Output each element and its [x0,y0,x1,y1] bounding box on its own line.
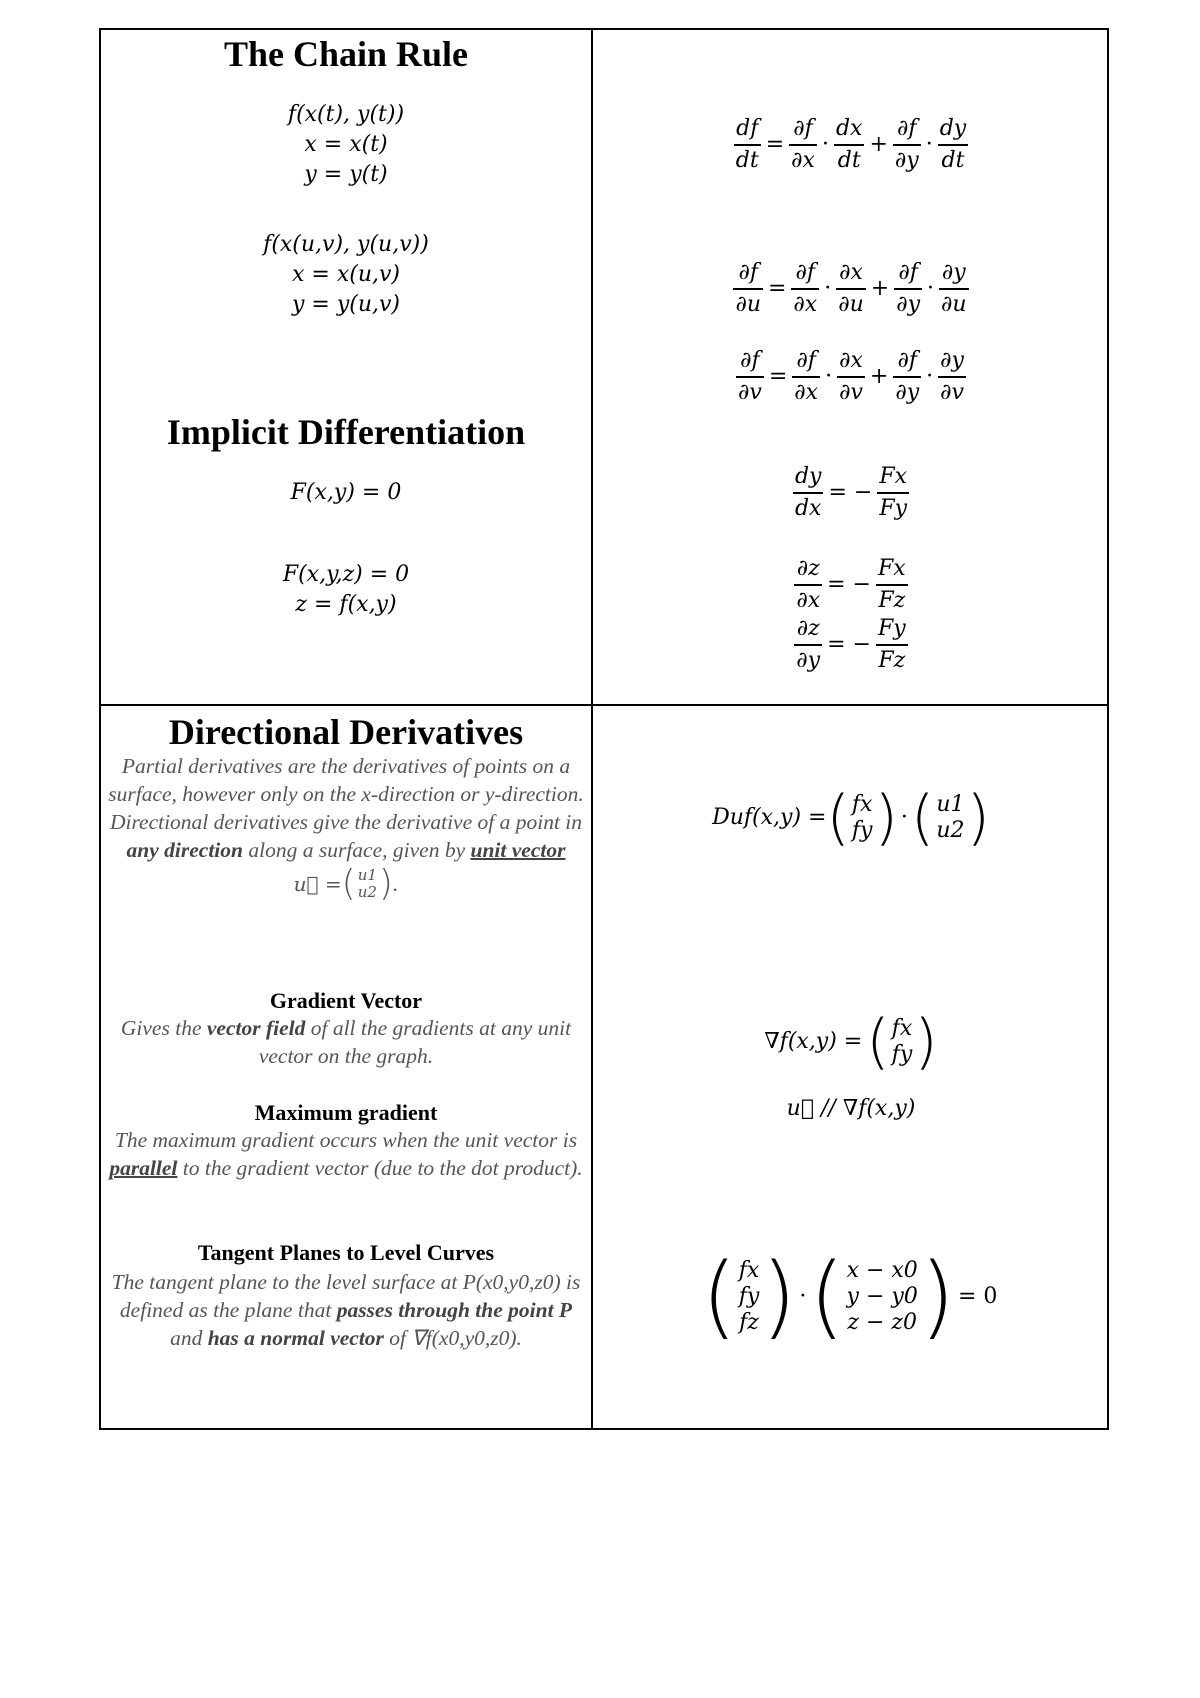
implicit-title: Implicit Differentiation [166,412,526,452]
gradient-description: Gives the vector field of all the gradients at any unit vector on the graph. [120,1016,572,1068]
directional-title: Directional Derivatives [168,712,524,752]
gradient-title: Gradient Vector [269,988,423,1013]
chain-case2 [101,230,591,320]
implicit-formula-1: $\frac{dy}{dx}$ = − $\frac{Fx}{Fy}$ [794,464,908,521]
chain-formula-3: $\frac{\partial f}{\partial v}$ = $\frac{\partial f}{\partial x}$ · $\frac{\partial x}{\partial v}$ + $\frac{\partial f}{\partial y}$ · $\frac{\partial y}{\partial v}$ [738,348,964,405]
tangent-formula: ( fx fy fz ) · ( x − x0 y − y0 z − z0 ) = 0 [701,1244,998,1349]
maximum-title: Maximum gradient [254,1100,438,1125]
directional-description: Partial derivatives are the derivatives of points on a surface, however only on the x-direction or y-direction. Directional derivatives give the derivative of a point in any direction along a surface, given by unit vector u⃗ = ( u1 u2 ) . [108,754,584,904]
chain-rule-title: The Chain Rule [223,34,469,74]
gradient-formula: ∇f(x,y) = ( fx fy ) [764,1007,938,1077]
chain-case2-line3: y = y(u,v) [291,292,401,317]
chain-case2-line1: f(x(u,v), y(u,v)) [263,232,429,257]
implicit-eq2-line1: F(x,y,z) = 0 [282,562,410,587]
unit-vector-definition: u⃗ = ( u1 u2 ) . [293,863,399,904]
maximum-description: The maximum gradient occurs when the unit vector is parallel to the gradient vector (due to the dot product). [109,1128,583,1180]
directional-formula: Duf(x,y) = ( fx fy ) · ( u1 u2 ) [712,783,990,853]
tangent-title: Tangent Planes to Level Curves [197,1240,495,1265]
chain-case1 [101,100,591,190]
chain-case1-line1: f(x(t), y(t)) [287,102,405,127]
maximum-formula: u⃗ // ∇f(x,y) [786,1096,916,1121]
chain-case1-line3: y = y(t) [304,162,388,187]
column-divider [591,30,593,1428]
tangent-description: The tangent plane to the level surface at P(x0,y0,z0) is defined as the plane that passes through the point P and has a normal vector of ∇f(x0,y0,z0). [111,1270,581,1350]
chain-formula-1: $\frac{df}{dt}$ = $\frac{\partial f}{\partial x}$ · $\frac{dx}{dt}$ + $\frac{\partial f}{\partial y}$ · $\frac{dy}{dt}$ [735,116,967,173]
chain-case2-line2: x = x(u,v) [292,262,400,287]
chain-formula-2: $\frac{\partial f}{\partial u}$ = $\frac{\partial f}{\partial x}$ · $\frac{\partial x}{\partial u}$ + $\frac{\partial f}{\partial y}$ · $\frac{\partial y}{\partial u}$ [735,260,967,317]
implicit-formula-2: $\frac{\partial z}{\partial x}$ = − $\frac{Fx}{Fz}$ [796,556,906,613]
implicit-eq2-line2: z = f(x,y) [295,592,397,617]
implicit-eq2 [101,560,591,620]
chain-case1-line2: x = x(t) [304,132,388,157]
row-divider [101,704,1107,706]
implicit-eq1: F(x,y) = 0 [290,480,402,505]
implicit-formula-3: $\frac{\partial z}{\partial y}$ = − $\frac{Fy}{Fz}$ [796,616,906,673]
formula-sheet [99,28,1109,1430]
